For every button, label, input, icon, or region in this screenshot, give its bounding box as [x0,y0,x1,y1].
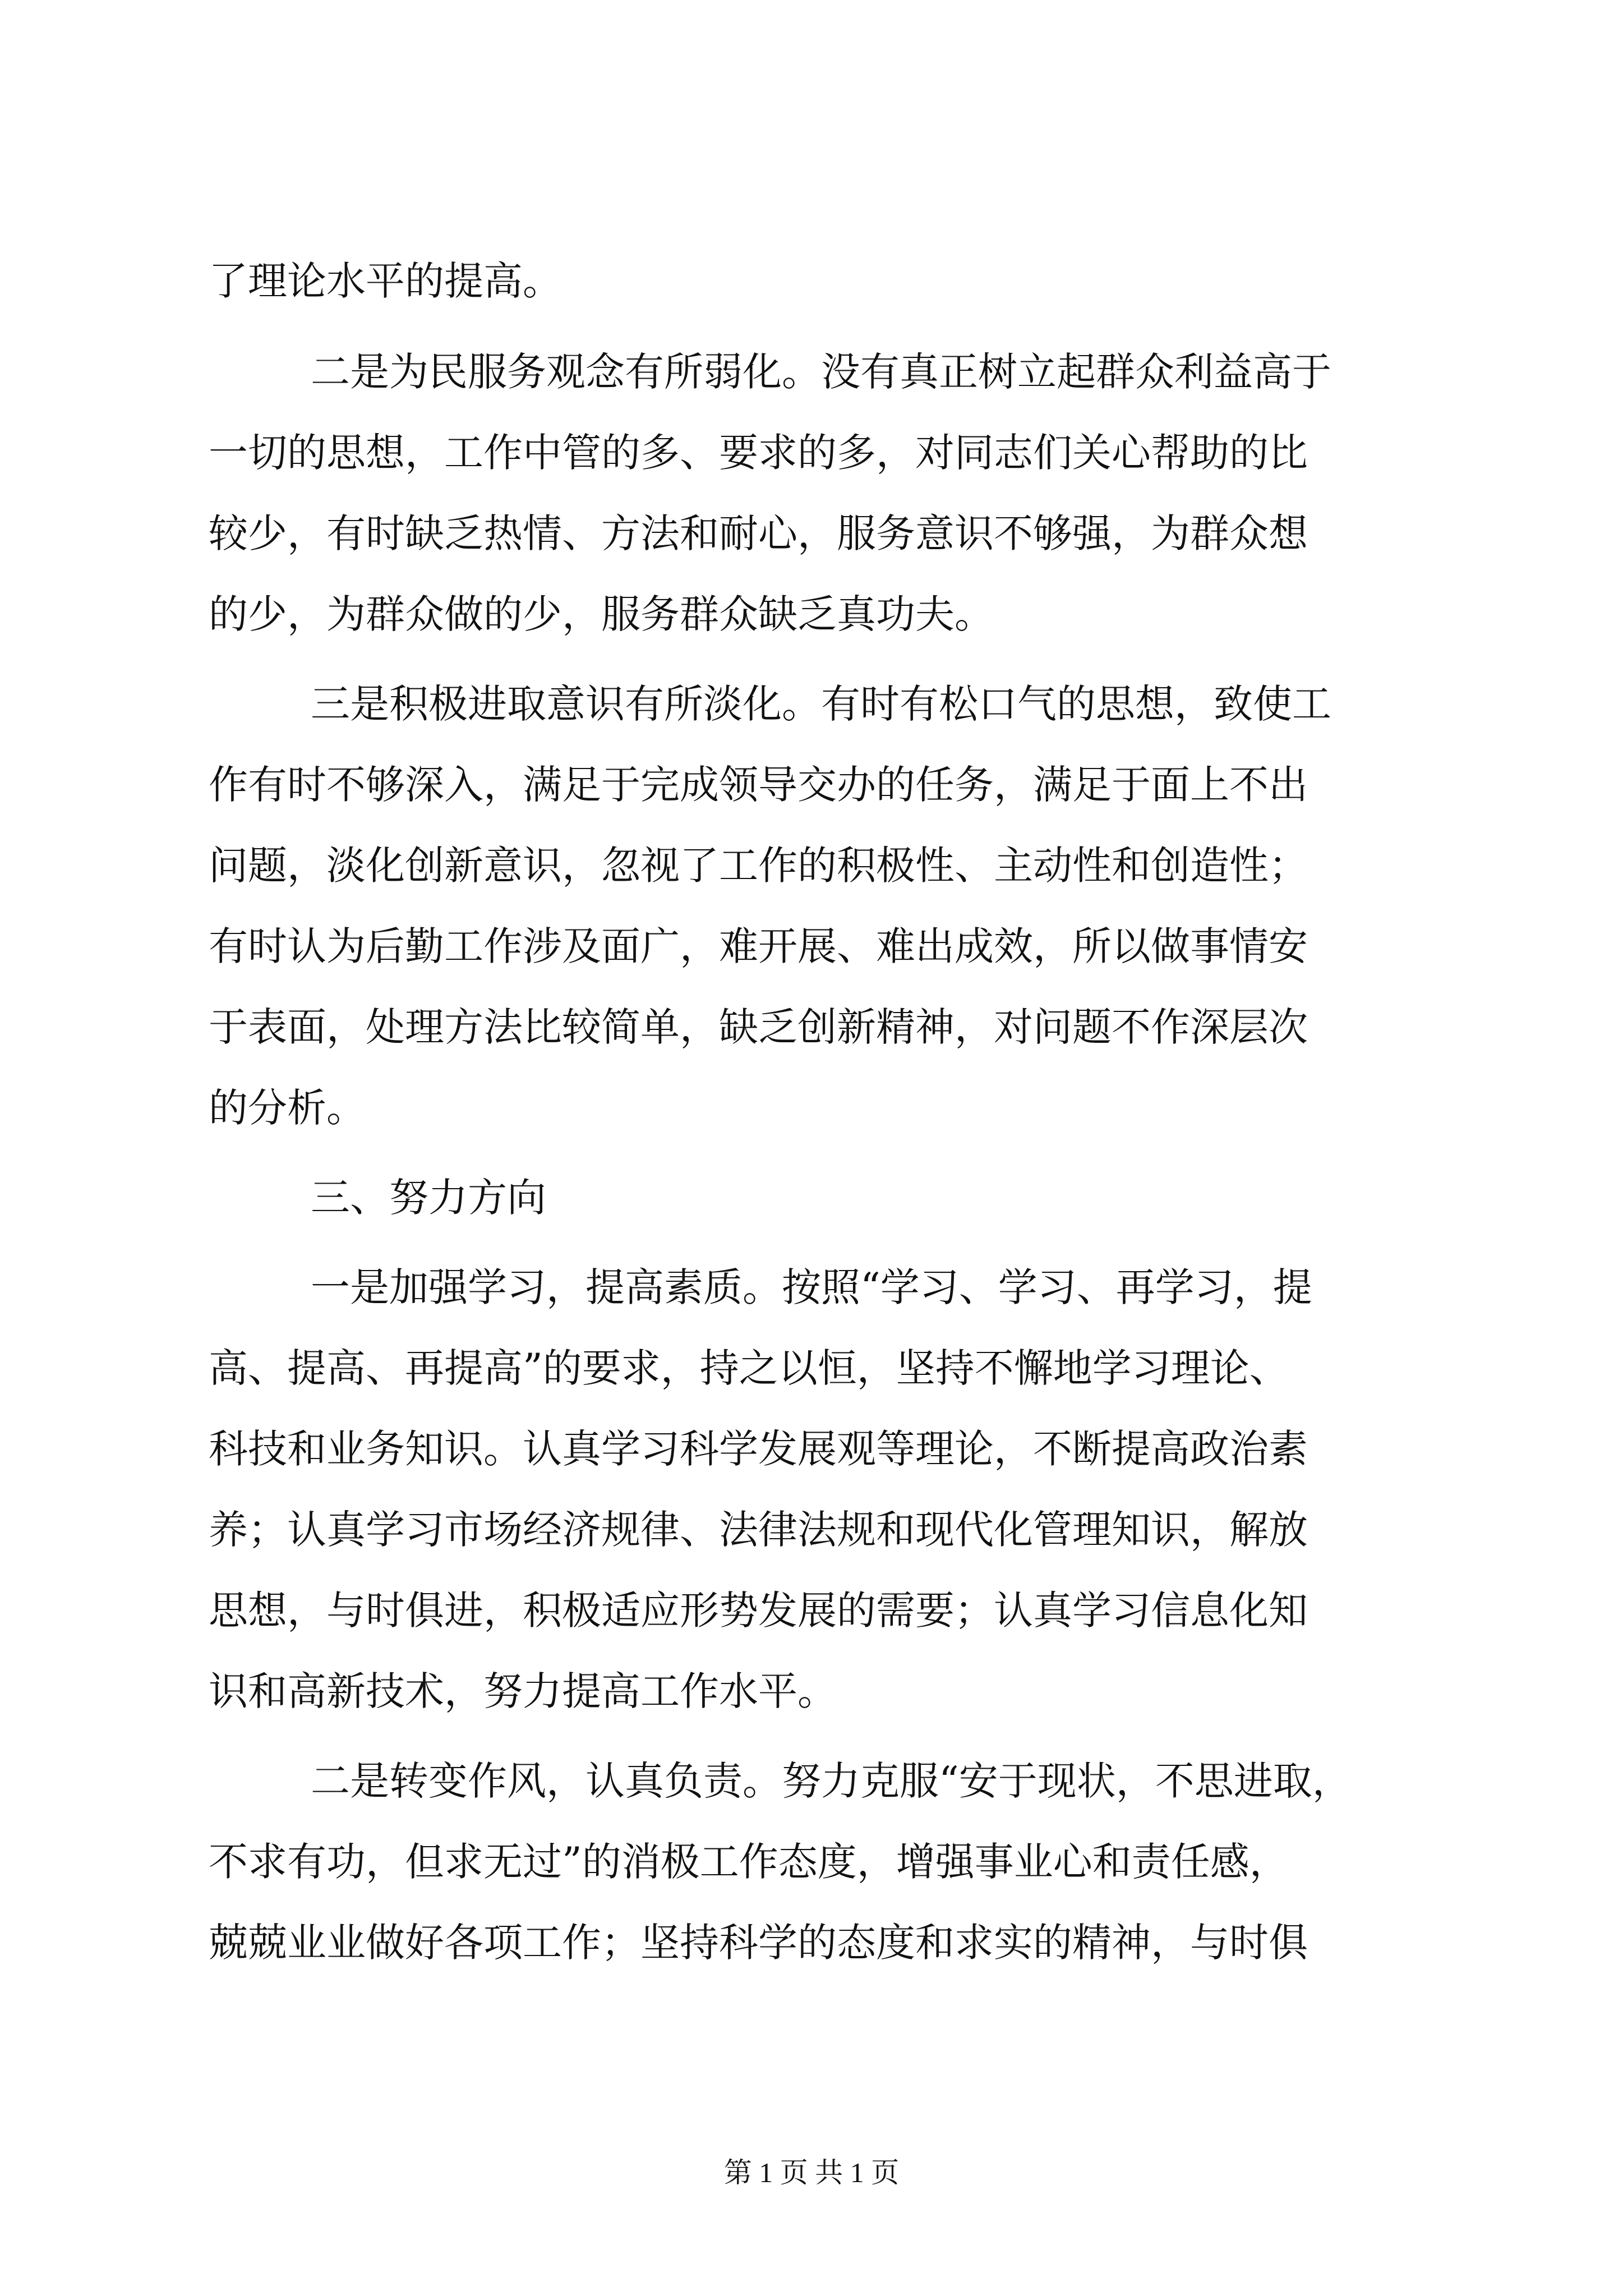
paragraph-start-line: 二是转变作风，认真负责。努力克服“安于现状，不思进取， [311,1758,1352,1804]
text-line: 识和高新技术，努力提高工作水平。 [209,1668,837,1714]
text-line: 科技和业务知识。认真学习科学发展观等理论，不断提高政治素 [209,1426,1308,1472]
text-line: 作有时不够深入，满足于完成领导交办的任务，满足于面上不出 [209,762,1308,808]
page-number-footer: 第 1 页 共 1 页 [723,2157,900,2188]
text-line: 养；认真学习市场经济规律、法律法规和现代化管理知识，解放 [209,1507,1308,1553]
text-line: 了理论水平的提高。 [209,258,562,304]
text-line: 的少，为群众做的少，服务群众缺乏真功夫。 [209,591,994,637]
text-line: 有时认为后勤工作涉及面广，难开展、难出成效，所以做事情安 [209,923,1308,969]
text-line: 较少，有时缺乏热情、方法和耐心，服务意识不够强，为群众想 [209,510,1308,556]
text-line: 一切的思想，工作中管的多、要求的多，对同志们关心帮助的比 [209,430,1308,476]
paragraph-start-line: 一是加强学习，提高素质。按照“学习、学习、再学习，提 [311,1264,1312,1310]
section-heading: 三、努力方向 [311,1175,546,1221]
paragraph-start-line: 三是积极进取意识有所淡化。有时有松口气的思想，致使工 [311,681,1331,727]
text-line: 高、提高、再提高”的要求，持之以恒，坚持不懈地学习理论、 [209,1345,1289,1391]
text-line: 不求有功，但求无过”的消极工作态度，增强事业心和责任感， [209,1839,1289,1885]
text-line: 问题，淡化创新意识，忽视了工作的积极性、主动性和创造性； [209,843,1308,889]
text-line: 于表面，处理方法比较简单，缺乏创新精神，对问题不作深层次 [209,1004,1308,1050]
text-line: 思想，与时俱进，积极适应形势发展的需要；认真学习信息化知 [209,1588,1308,1634]
paragraph-start-line: 二是为民服务观念有所弱化。没有真正树立起群众利益高于 [311,349,1331,395]
text-line: 的分析。 [209,1085,366,1131]
text-line: 兢兢业业做好各项工作；坚持科学的态度和求实的精神，与时俱 [209,1920,1308,1966]
